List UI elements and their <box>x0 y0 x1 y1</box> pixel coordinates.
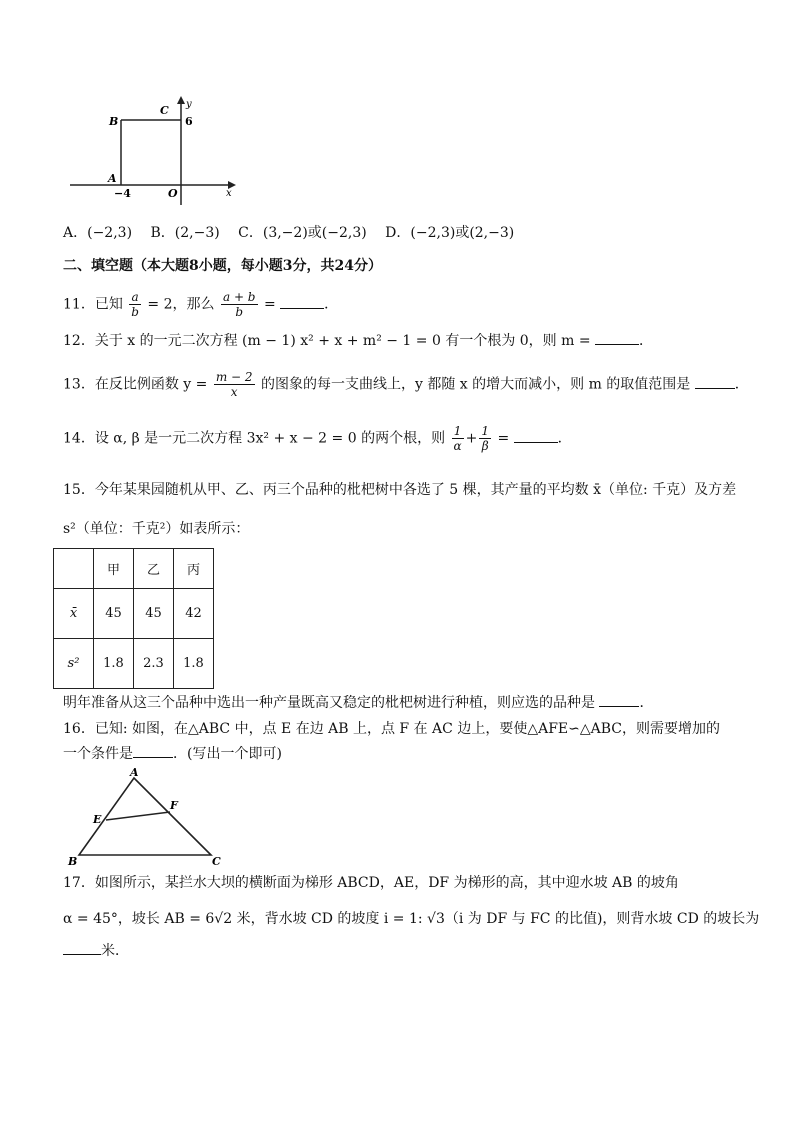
q11-mid: = 2，那么 <box>147 296 215 313</box>
table-header-row <box>54 549 214 589</box>
q11-end: ． <box>324 296 339 313</box>
label-C: C <box>212 855 221 868</box>
q11-frac1-den: b <box>131 305 139 319</box>
q11-answer-blank[interactable] <box>280 296 324 309</box>
section-title: 二、填空题（本大题8小题，每小题3分，共24分） <box>63 258 382 274</box>
table-cell: 42 <box>174 589 214 639</box>
q13-prefix: 13．在反比例函数 y = <box>63 376 208 393</box>
table-row <box>54 589 214 639</box>
q14-fraction-1-over-beta <box>479 424 491 453</box>
label-y: y <box>186 99 192 110</box>
y-axis-arrow <box>177 96 185 104</box>
q14-frac1-num: 1 <box>452 424 464 439</box>
question-11 <box>63 290 338 319</box>
q13-frac-num: m − 2 <box>215 370 253 384</box>
table-row <box>54 639 214 689</box>
q13-fraction <box>214 370 255 399</box>
question-14 <box>63 424 572 453</box>
q16-line2-suffix: ．(写出一个即可) <box>173 746 282 762</box>
table-cell: s² <box>54 639 94 689</box>
q14-suffix: = <box>497 430 510 447</box>
q15-answer-blank[interactable] <box>599 694 639 707</box>
q14-frac2-num: 1 <box>481 424 490 438</box>
q14-frac2-den: β <box>481 439 489 453</box>
q17-line3-text: 米． <box>101 943 129 959</box>
q13-end: ． <box>734 376 749 393</box>
label-E: E <box>93 813 102 826</box>
q17-answer-blank[interactable] <box>63 942 101 955</box>
table-cell: 2.3 <box>134 639 174 689</box>
segment-EF <box>106 812 170 820</box>
label-6: 6 <box>185 115 193 128</box>
label-C: C <box>160 104 169 117</box>
question-15-line3 <box>63 694 653 712</box>
q13-frac-den: x <box>230 385 238 399</box>
label-A: A <box>108 172 117 185</box>
q14-fraction-1-over-alpha <box>452 424 464 453</box>
label-O: O <box>168 187 178 200</box>
q13-suffix: 的图象的每一支曲线上，y 都随 x 的增大而减小，则 m 的取值范围是 <box>260 376 691 393</box>
q14-frac1-den: α <box>453 439 462 453</box>
q16-line2-prefix: 一个条件是 <box>63 746 133 762</box>
question-15-line1: 15．今年某果园随机从甲、乙、丙三个品种的枇杷树中各选了 5 棵，其产量的平均数 x̄（单位: 千克）及方差 <box>63 482 737 498</box>
question-17-line1: 17．如图所示，某拦水大坝的横断面为梯形 ABCD，AE，DF 为梯形的高，其中迎水坡 AB 的坡角 <box>63 875 679 891</box>
table-cell: 45 <box>134 589 174 639</box>
question-17-line2: α = 45°，坡长 AB = 6√2 米，背水坡 CD 的坡度 i = 1: √3（i 为 DF 与 FC 的比值)，则背水坡 CD 的坡长为 <box>63 911 760 927</box>
label-A: A <box>130 766 139 779</box>
q14-end: ． <box>557 430 572 447</box>
table-cell: x̄ <box>54 589 94 639</box>
label-B: B <box>68 855 78 868</box>
q14-prefix: 14．设 α, β 是一元二次方程 3x² + x − 2 = 0 的两个根，则 <box>63 430 446 447</box>
label-B: B <box>109 115 119 128</box>
q15-end: ． <box>639 695 654 711</box>
q11-fraction-a-over-b <box>129 290 141 319</box>
coordinate-figure-q10 <box>60 92 250 210</box>
triangle-figure-q16 <box>62 764 232 868</box>
q14-plus: + <box>465 430 478 447</box>
label-minus4: −4 <box>114 187 131 200</box>
q14-answer-blank[interactable] <box>514 430 558 443</box>
option-D: D．(−2,3)或(2,−3) <box>385 225 515 241</box>
q11-frac1-num: a <box>129 290 141 305</box>
q13-answer-blank[interactable] <box>695 376 735 389</box>
stats-table <box>53 548 214 689</box>
question-15-line2: s²（单位：千克²）如表所示： <box>63 521 250 537</box>
question-13 <box>63 370 749 399</box>
q12-text: 12．关于 x 的一元二次方程 (m − 1) x² + x + m² − 1 = 0 有一个根为 0，则 m = <box>63 333 591 349</box>
q10-options <box>63 224 528 242</box>
option-C: C．(3,−2)或(−2,3) <box>238 225 367 241</box>
table-header-cell <box>54 549 94 589</box>
q11-fraction-a-plus-b-over-b <box>221 290 258 319</box>
q11-prefix: 11．已知 <box>63 296 123 313</box>
label-F: F <box>170 799 178 812</box>
label-x: x <box>226 188 232 199</box>
q12-answer-blank[interactable] <box>595 332 639 345</box>
question-16-line1: 16．已知: 如图，在△ABC 中，点 E 在边 AB 上，点 F 在 AC 边上，要使△AFE∽△ABC，则需要增加的 <box>63 721 721 737</box>
table-cell: 1.8 <box>174 639 214 689</box>
question-16-line2 <box>63 745 282 763</box>
q15-line3-text: 明年准备从这三个品种中选出一种产量既高又稳定的枇杷树进行种植，则应选的品种是 <box>63 695 595 711</box>
table-cell: 1.8 <box>94 639 134 689</box>
option-B: B．(2,−3) <box>150 225 220 241</box>
option-A: A．(−2,3) <box>63 225 133 241</box>
table-header-cell: 丙 <box>174 549 214 589</box>
q12-end: ． <box>639 333 654 349</box>
q11-frac2-num: a + b <box>222 290 256 304</box>
q11-suffix: = <box>263 296 276 313</box>
table-header-cell: 乙 <box>134 549 174 589</box>
table-cell: 45 <box>94 589 134 639</box>
q16-answer-blank[interactable] <box>133 745 173 758</box>
q11-frac2-den: b <box>235 305 244 319</box>
question-17-line3 <box>63 942 129 960</box>
question-12 <box>63 332 653 350</box>
table-header-cell: 甲 <box>94 549 134 589</box>
